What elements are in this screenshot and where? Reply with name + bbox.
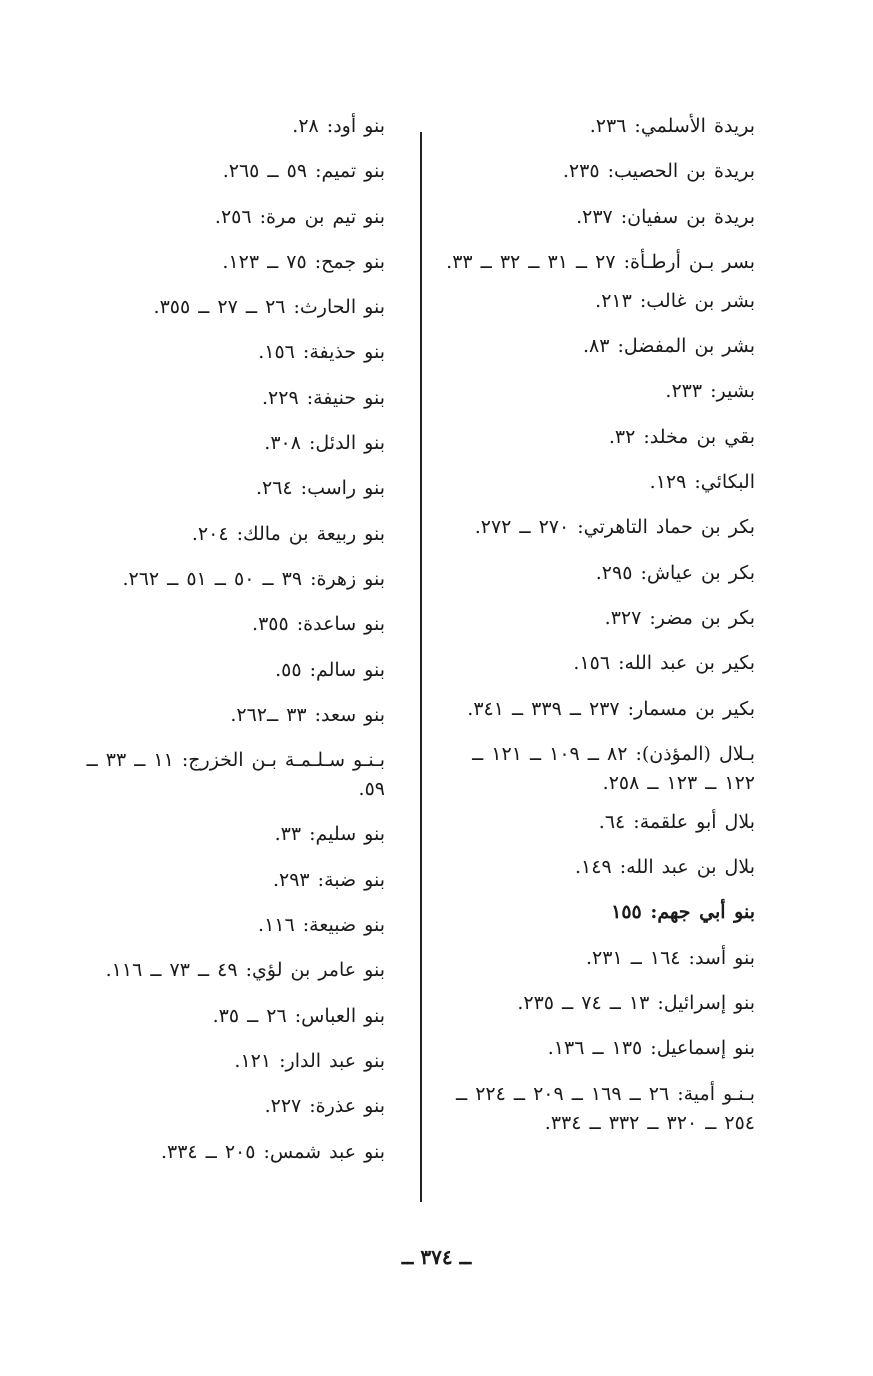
index-entry: بنو عامر بن لؤي: ٤٩ ــ ٧٣ ــ ١١٦. (105, 959, 385, 982)
index-entry: بنو راسب: ٢٦٤. (255, 477, 385, 500)
index-entry: بريدة الأسلمي: ٢٣٦. (589, 115, 755, 137)
index-entry: بكير بن مسمار: ٢٣٧ ــ ٣٣٩ ــ ٣٤١. (467, 697, 755, 720)
index-entry: بنو عبد شمس: ٢٠٥ ــ ٣٣٤. (160, 1140, 385, 1163)
index-entry: بنو العباس: ٢٦ ــ ٣٥. (212, 1004, 385, 1027)
index-entry: بلال بن عبد الله: ١٤٩. (574, 856, 755, 879)
index-entry: بكر بن عياش: ٢٩٥. (595, 561, 755, 584)
index-entry: بنو عذرة: ٢٢٧. (264, 1095, 385, 1118)
index-entry: بنو ضبة: ٢٩٣. (272, 868, 385, 891)
index-entry: بنو سعد: ٣٣ ــ٢٦٢. (230, 703, 385, 726)
index-entry: بنو جمح: ٧٥ ــ ١٢٣. (222, 250, 385, 273)
column-divider (420, 132, 422, 1202)
index-entry: بنو حنيفة: ٢٢٩. (262, 386, 385, 409)
index-entry: بنو أسد: ١٦٤ ــ ٢٣١. (585, 946, 755, 969)
index-entry: بنو ساعدة: ٣٥٥. (252, 613, 385, 636)
index-entry: بشر بن غالب: ٢١٣. (595, 289, 755, 312)
index-entry: بنو سالم: ٥٥. (275, 658, 385, 681)
index-entry: بنو زهرة: ٣٩ ــ ٥٠ ــ ٥١ ــ ٢٦٢. (122, 567, 385, 590)
index-column-right (435, 112, 755, 1148)
index-column-left (70, 112, 385, 1183)
index-entry: بكير بن عبد الله: ١٥٦. (573, 652, 755, 675)
index-entry: بريدة بن الحصيب: ٢٣٥. (562, 160, 755, 183)
index-entry: بلال أبو علقمة: ٦٤. (598, 810, 755, 833)
index-entry: بنو أود: ٢٨. (292, 115, 385, 137)
index-entry: بنو سليم: ٣٣. (274, 823, 385, 846)
index-entry: بنو ضبيعة: ١١٦. (258, 914, 385, 937)
index-entry: بنو عبد الدار: ١٢١. (234, 1049, 385, 1072)
index-entry: البكائي: ١٢٩. (649, 471, 755, 494)
index-entry: بنو الدئل: ٣٠٨. (264, 432, 385, 455)
index-entry: بنو تميم: ٥٩ ــ ٢٦٥. (222, 160, 385, 183)
index-entry: بـلال (المؤذن): ٨٢ ــ ١٠٩ ــ ١٢١ ــ ١٢٢ ــ ١٢٣ ــ ٢٥٨. (472, 742, 755, 794)
index-entry: بكر بن مضر: ٣٢٧. (604, 606, 755, 629)
index-entry: بقي بن مخلد: ٣٢. (608, 425, 755, 448)
index-entry: بـنـو سـلـمـة بـن الخزرج: ١١ ــ ٣٣ ــ ٥٩. (86, 749, 385, 801)
index-entry: بنو حذيفة: ١٥٦. (258, 341, 385, 364)
index-entry: بـنـو أمية: ٢٦ ــ ١٦٩ ــ ٢٠٩ ــ ٢٢٤ ــ ٢٥٤ ــ ٣٢٠ ــ ٣٣٢ ــ ٣٣٤. (456, 1082, 755, 1134)
index-entry: بكر بن حماد التاهرتي: ٢٧٠ ــ ٢٧٢. (474, 516, 755, 539)
index-entry: بنو الحارث: ٢٦ ــ ٢٧ ــ ٣٥٥. (153, 296, 385, 319)
index-entry: بنو إسرائيل: ١٣ ــ ٧٤ ــ ٢٣٥. (517, 992, 755, 1015)
index-entry: بنو أبي جهم: ١٥٥ (611, 901, 755, 924)
index-entry: بنو تيم بن مرة: ٢٥٦. (214, 205, 385, 228)
index-entry: بنو إسماعيل: ١٣٥ ــ ١٣٦. (547, 1037, 755, 1060)
index-entry: بسر بـن أرطـأة: ٢٧ ــ ٣١ ــ ٣٢ ــ ٣٣. (446, 250, 755, 273)
index-entry: بنو ربيعة بن مالك: ٢٠٤. (191, 522, 385, 545)
page-number: ــ ٣٧٤ ــ (401, 1245, 472, 1269)
index-entry: بريدة بن سفيان: ٢٣٧. (576, 205, 755, 228)
index-entry: بشر بن المفضل: ٨٣. (583, 335, 755, 358)
index-entry: بشير: ٢٣٣. (665, 380, 755, 403)
